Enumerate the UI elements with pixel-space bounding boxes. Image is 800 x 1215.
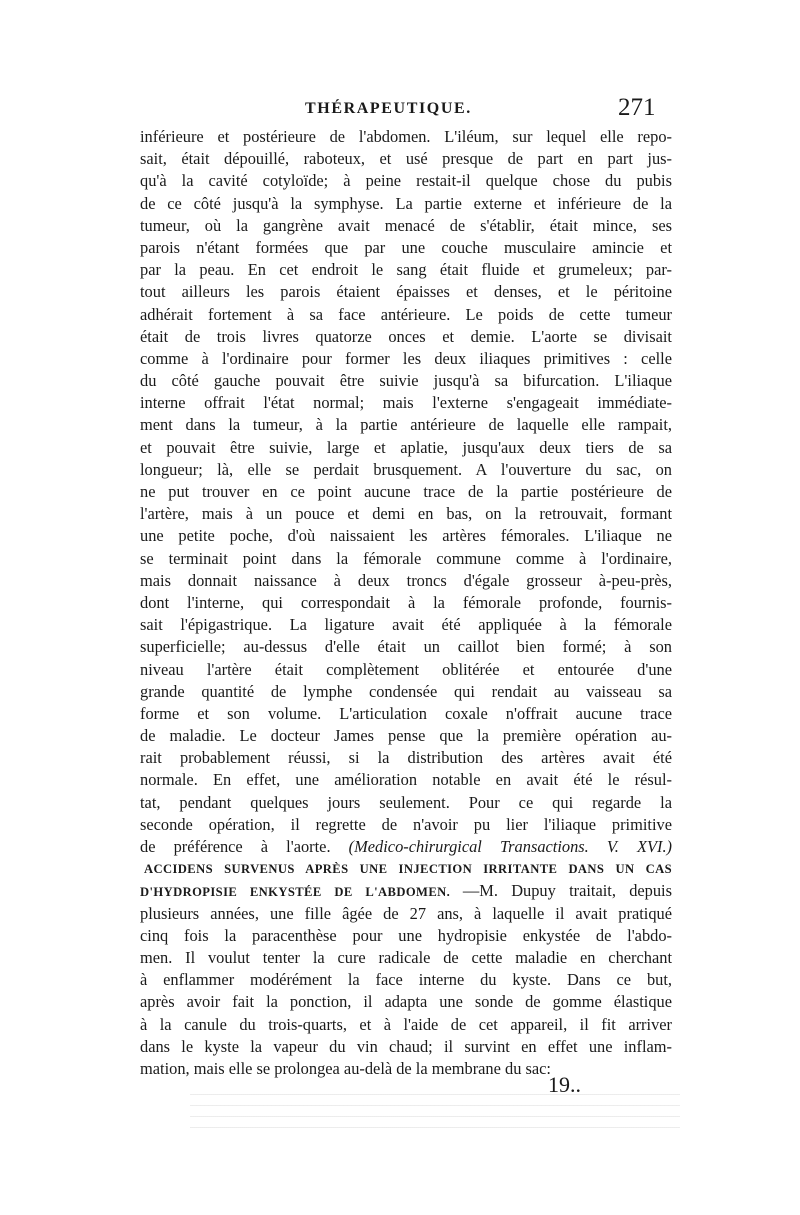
text-line: men. Il voulut tenter la cure radicale de cette maladie en cherchant — [140, 947, 672, 967]
text-line: comme à l'ordinaire pour former les deux iliaques primitives : celle — [140, 348, 672, 368]
text-line: interne offrait l'état normal; mais l'externe s'engageait immédiate- — [140, 393, 672, 413]
signature-mark: 19.. — [548, 1072, 581, 1097]
text-line: après avoir fait la ponction, il adapta une sonde de gomme élastique — [140, 992, 672, 1012]
text-line: l'artère, mais à un pouce et demi en bas, on la retrouvait, formant — [140, 504, 672, 524]
text-line: adhérait fortement à sa face antérieure. Le poids de cette tumeur — [140, 304, 672, 324]
text-line: forme et son volume. L'articulation coxale n'offrait aucune trace — [140, 703, 672, 723]
text-line: seconde opération, il regrette de n'avoir pu lier l'iliaque primitive — [140, 814, 672, 834]
text-line: sait, était dépouillé, raboteux, et usé presque de part en part jus- — [140, 149, 672, 169]
body-text — [140, 126, 672, 1080]
text-line: du côté gauche pouvait être suivie jusqu'à sa bifurcation. L'iliaque — [140, 371, 672, 391]
text-line: ment dans la tumeur, à la partie antérieure de laquelle elle rampait, — [140, 415, 672, 435]
text-line: ne put trouver en ce point aucune trace de la partie postérieure de — [140, 482, 672, 501]
text-line: tout ailleurs les parois étaient épaisses et denses, et le péritoine — [140, 282, 672, 302]
text-line: mais donnait naissance à deux troncs d'égale grosseur à-peu-près, — [140, 570, 672, 590]
text-line: grande quantité de lymphe condensée qui rendait au vaisseau sa — [140, 681, 672, 701]
text-line: cinq fois la paracenthèse pour une hydropisie enkystée de l'abdo- — [140, 925, 672, 945]
page-header — [0, 92, 800, 122]
page-number: 271 — [618, 94, 656, 121]
text-line: plusieurs années, une fille âgée de 27 ans, à laquelle il avait pratiqué — [140, 903, 672, 923]
text-line: de maladie. Le docteur James pense que la première opération au- — [140, 726, 672, 746]
text-line: niveau l'artère était complètement oblitérée et entourée d'une — [140, 659, 672, 679]
text-line: à la canule du trois-quarts, et à l'aide de cet appareil, il fit arriver — [140, 1014, 672, 1034]
section-heading-line: ACCIDENS SURVENUS APRÈS UNE INJECTION IRRITANTE DANS UN CAS — [144, 862, 672, 877]
text-line: inférieure et postérieure de l'abdomen. L'iléum, sur lequel elle repo- — [140, 127, 672, 146]
text-line: à enflammer modérément la face interne du kyste. Dans ce but, — [140, 970, 672, 990]
text-line: dans le kyste la vapeur du vin chaud; il survint en effet une inflam- — [140, 1036, 672, 1056]
text-line: de ce côté jusqu'à la symphyse. La partie externe et inférieure de la — [140, 193, 672, 213]
text-line: longueur; là, elle se perdait brusquement. A l'ouverture du sac, on — [140, 459, 672, 479]
show-through-texture — [190, 1088, 680, 1128]
section-heading-line: D'HYDROPISIE ENKYSTÉE DE L'ABDOMEN. —M. Dupuy traitait, depuis — [140, 881, 672, 901]
text-line: qu'à la cavité cotyloïde; à peine restait-il quelque chose du pubis — [140, 171, 672, 191]
text-line: mation, mais elle se prolongea au-delà de la membrane du sac: — [140, 1058, 551, 1078]
text-line: tat, pendant quelques jours seulement. Pour ce qui regarde la — [140, 792, 672, 812]
text-line: tumeur, où la gangrène avait menacé de s'établir, était mince, ses — [140, 215, 672, 235]
text-line: superficielle; au-dessus d'elle était un caillot bien formé; à son — [140, 637, 672, 657]
text-line: parois n'étant formées que par une couche musculaire amincie et — [140, 237, 672, 257]
text-line: et pouvait être suivie, large et aplatie, jusqu'aux deux tiers de sa — [140, 437, 672, 457]
text-line: une petite poche, d'où naissaient les artères fémorales. L'iliaque ne — [140, 526, 672, 546]
text-line: dont l'interne, qui correspondait à la fémorale profonde, fournis- — [140, 592, 672, 612]
text-line: normale. En effet, une amélioration notable en avait été le résul- — [140, 770, 672, 790]
text-line: sait l'épigastrique. La ligature avait été appliquée à la fémorale — [140, 615, 672, 635]
text-line: se terminait point dans la fémorale commune comme à l'ordinaire, — [140, 548, 672, 568]
text-line: était de trois livres quatorze onces et demie. L'aorte se divisait — [140, 326, 672, 346]
text-line: de préférence à l'aorte. (Medico-chirurgical Transactions. V. XVI.) — [140, 837, 672, 856]
text-line: rait probablement réussi, si la distribution des artères avait été — [140, 748, 672, 768]
running-title: THÉRAPEUTIQUE. — [305, 100, 472, 117]
text-line: par la peau. En cet endroit le sang était fluide et grumeleux; par- — [140, 260, 672, 280]
